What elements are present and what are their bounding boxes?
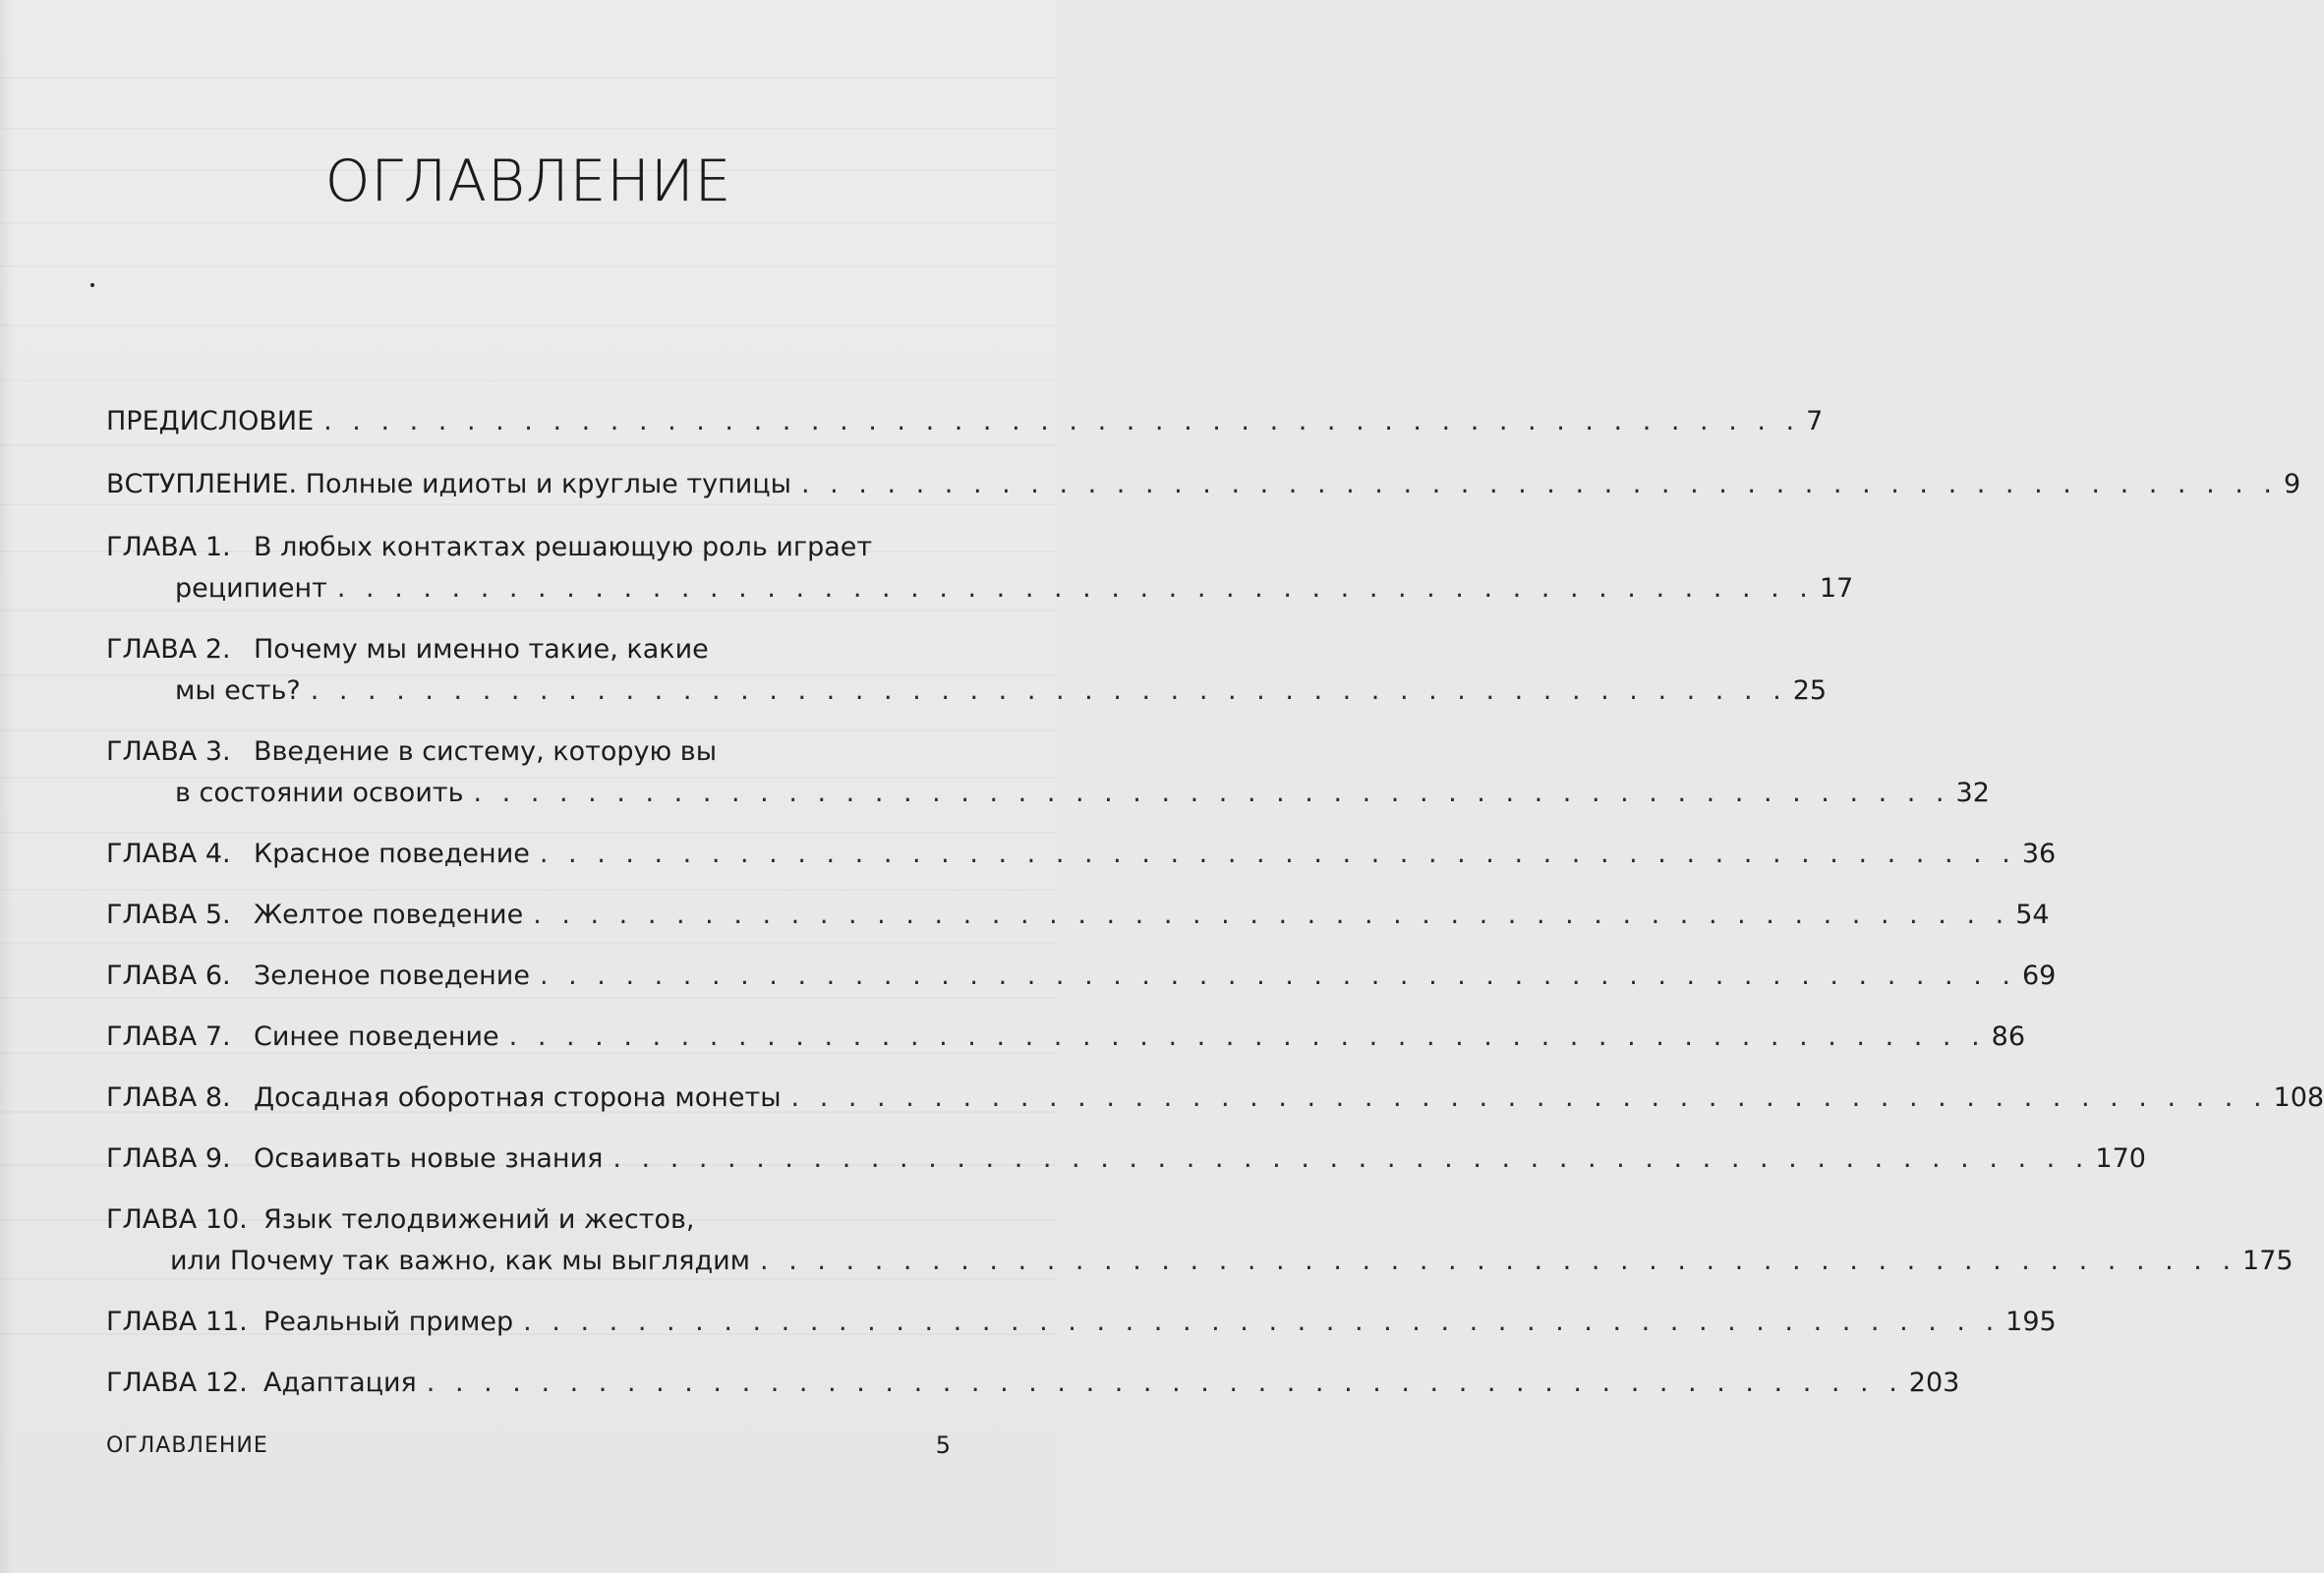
toc-entry-text: В любых контактах решающую роль играет bbox=[254, 532, 873, 562]
leader-dots: . . . . . . . . . . . . . . . . . . . . . . . . . . . . . . . . . . . . . . . . . . . . . . . . . . . . bbox=[310, 675, 1787, 706]
toc-entry-label: ГЛАВА 11. bbox=[106, 1307, 248, 1337]
toc-entry-label: ГЛАВА 3. bbox=[106, 736, 231, 767]
toc-entry-label: ГЛАВА 10. bbox=[106, 1204, 248, 1235]
toc-entry-chapter-3[interactable] bbox=[106, 731, 1990, 814]
toc-entry-page: 108 bbox=[2273, 1082, 2324, 1113]
toc-entry-chapter-8[interactable] bbox=[106, 1078, 2324, 1119]
leader-dots: . . . . . . . . . . . . . . . . . . . . . . . . . . . . . . . . . . . . . . . . . . . . . . . . . . . . bbox=[800, 469, 2278, 499]
toc-entry-text: Реальный пример bbox=[263, 1307, 514, 1337]
toc-entry-text: Досадная оборотная сторона монеты bbox=[254, 1082, 782, 1113]
toc-entry-text: Зеленое поведение bbox=[254, 961, 530, 991]
toc-entry-label: ГЛАВА 9. bbox=[106, 1143, 231, 1174]
toc-entry-text-continued: в состоянии освоить bbox=[175, 778, 464, 808]
toc-entry-label: ГЛАВА 1. bbox=[106, 532, 231, 562]
toc-entry-label: ГЛАВА 2. bbox=[106, 634, 231, 665]
page-edge-shadow bbox=[0, 0, 14, 1573]
toc-entry-label: ГЛАВА 7. bbox=[106, 1021, 231, 1052]
toc-entry-chapter-2[interactable] bbox=[106, 629, 1828, 712]
toc-entry-text-continued: реципиент bbox=[175, 573, 327, 604]
toc-entry-text: ВСТУПЛЕНИЕ. Полные идиоты и круглые тупицы bbox=[106, 469, 791, 499]
toc-entry-chapter-11[interactable] bbox=[106, 1302, 2057, 1343]
leader-dots: . . . . . . . . . . . . . . . . . . . . . . . . . . . . . . . . . . . . . . . . . . . . . . . . . . . . bbox=[790, 1082, 2268, 1113]
toc-entry-chapter-1[interactable] bbox=[106, 527, 1854, 610]
leader-dots: . . . . . . . . . . . . . . . . . . . . . . . . . . . . . . . . . . . . . . . . . . . . . . . . . . . . bbox=[336, 573, 1814, 604]
toc-entry-preface[interactable] bbox=[106, 401, 1824, 442]
toc-entry-chapter-4[interactable] bbox=[106, 834, 2057, 875]
toc-entry-page: 9 bbox=[2283, 469, 2301, 499]
toc-entry-chapter-7[interactable] bbox=[106, 1017, 2026, 1058]
toc-entry-label: ГЛАВА 6. bbox=[106, 961, 231, 991]
toc-entry-page: 170 bbox=[2095, 1143, 2146, 1174]
leader-dots: . . . . . . . . . . . . . . . . . . . . . . . . . . . . . . . . . . . . . . . . . . . . . . . . . . . . bbox=[533, 900, 2010, 930]
toc-entry-page: 7 bbox=[1806, 406, 1824, 437]
toc-entry-page: 25 bbox=[1792, 675, 1828, 706]
toc-entry-chapter-5[interactable] bbox=[106, 895, 2050, 936]
page-title: ОГЛАВЛЕНИЕ bbox=[324, 147, 732, 214]
toc-entry-text-continued: или Почему так важно, как мы выглядим bbox=[170, 1246, 751, 1276]
toc-entry-text: Почему мы именно такие, какие bbox=[254, 634, 709, 665]
page-number: 5 bbox=[935, 1431, 951, 1459]
running-footer-section: ОГЛАВЛЕНИЕ bbox=[106, 1433, 268, 1458]
leader-dots: . . . . . . . . . . . . . . . . . . . . . . . . . . . . . . . . . . . . . . . . . . . . . . . . . . . . bbox=[523, 1307, 2001, 1337]
toc-entry-page: 17 bbox=[1819, 573, 1854, 604]
toc-entry-page: 195 bbox=[2005, 1307, 2057, 1337]
leader-dots: . . . . . . . . . . . . . . . . . . . . . . . . . . . . . . . . . . . . . . . . . . . . . . . . . . . . bbox=[426, 1368, 1903, 1398]
toc-entry-label: ГЛАВА 4. bbox=[106, 839, 231, 869]
toc-entry-text: Красное поведение bbox=[254, 839, 530, 869]
toc-entry-introduction[interactable] bbox=[106, 464, 2301, 505]
leader-dots: . . . . . . . . . . . . . . . . . . . . . . . . . . . . . . . . . . . . . . . . . . . . . . . . . . . . bbox=[323, 406, 1801, 437]
toc-entry-page: 203 bbox=[1908, 1368, 1960, 1398]
toc-entry-text: ПРЕДИСЛОВИЕ bbox=[106, 406, 315, 437]
toc-entry-label: ГЛАВА 5. bbox=[106, 900, 231, 930]
toc-entry-page: 32 bbox=[1955, 778, 1990, 808]
toc-entry-page: 54 bbox=[2015, 900, 2050, 930]
toc-entry-text: Язык телодвижений и жестов, bbox=[263, 1204, 695, 1235]
leader-dots: . . . . . . . . . . . . . . . . . . . . . . . . . . . . . . . . . . . . . . . . . . . . . . . . . . . . bbox=[508, 1021, 1986, 1052]
toc-entry-text-continued: мы есть? bbox=[175, 675, 301, 706]
toc-entry-text: Желтое поведение bbox=[254, 900, 524, 930]
toc-entry-chapter-10[interactable] bbox=[106, 1199, 2294, 1282]
leader-dots: . . . . . . . . . . . . . . . . . . . . . . . . . . . . . . . . . . . . . . . . . . . . . . . . . . . . bbox=[760, 1246, 2237, 1276]
toc-entry-chapter-6[interactable] bbox=[106, 956, 2057, 997]
toc-entry-text: Синее поведение bbox=[254, 1021, 499, 1052]
toc-entry-text: Адаптация bbox=[263, 1368, 417, 1398]
leader-dots: . . . . . . . . . . . . . . . . . . . . . . . . . . . . . . . . . . . . . . . . . . . . . . . . . . . . bbox=[539, 961, 2016, 991]
toc-entry-page: 69 bbox=[2021, 961, 2057, 991]
leader-dots: . . . . . . . . . . . . . . . . . . . . . . . . . . . . . . . . . . . . . . . . . . . . . . . . . . . . bbox=[612, 1143, 2090, 1174]
leader-dots: . . . . . . . . . . . . . . . . . . . . . . . . . . . . . . . . . . . . . . . . . . . . . . . . . . . . bbox=[473, 778, 1950, 808]
toc-entry-text: Введение в систему, которую вы bbox=[254, 736, 718, 767]
toc-entry-label: ГЛАВА 8. bbox=[106, 1082, 231, 1113]
toc-entry-page: 86 bbox=[1991, 1021, 2026, 1052]
ink-dot-mark bbox=[90, 283, 94, 287]
toc-entry-page: 175 bbox=[2242, 1246, 2294, 1276]
toc-entry-chapter-9[interactable] bbox=[106, 1138, 2146, 1180]
toc-entry-chapter-12[interactable] bbox=[106, 1363, 1960, 1404]
leader-dots: . . . . . . . . . . . . . . . . . . . . . . . . . . . . . . . . . . . . . . . . . . . . . . . . . . . . bbox=[539, 839, 2016, 869]
toc-entry-label: ГЛАВА 12. bbox=[106, 1368, 248, 1398]
toc-entry-text: Осваивать новые знания bbox=[254, 1143, 604, 1174]
toc-entry-page: 36 bbox=[2021, 839, 2057, 869]
